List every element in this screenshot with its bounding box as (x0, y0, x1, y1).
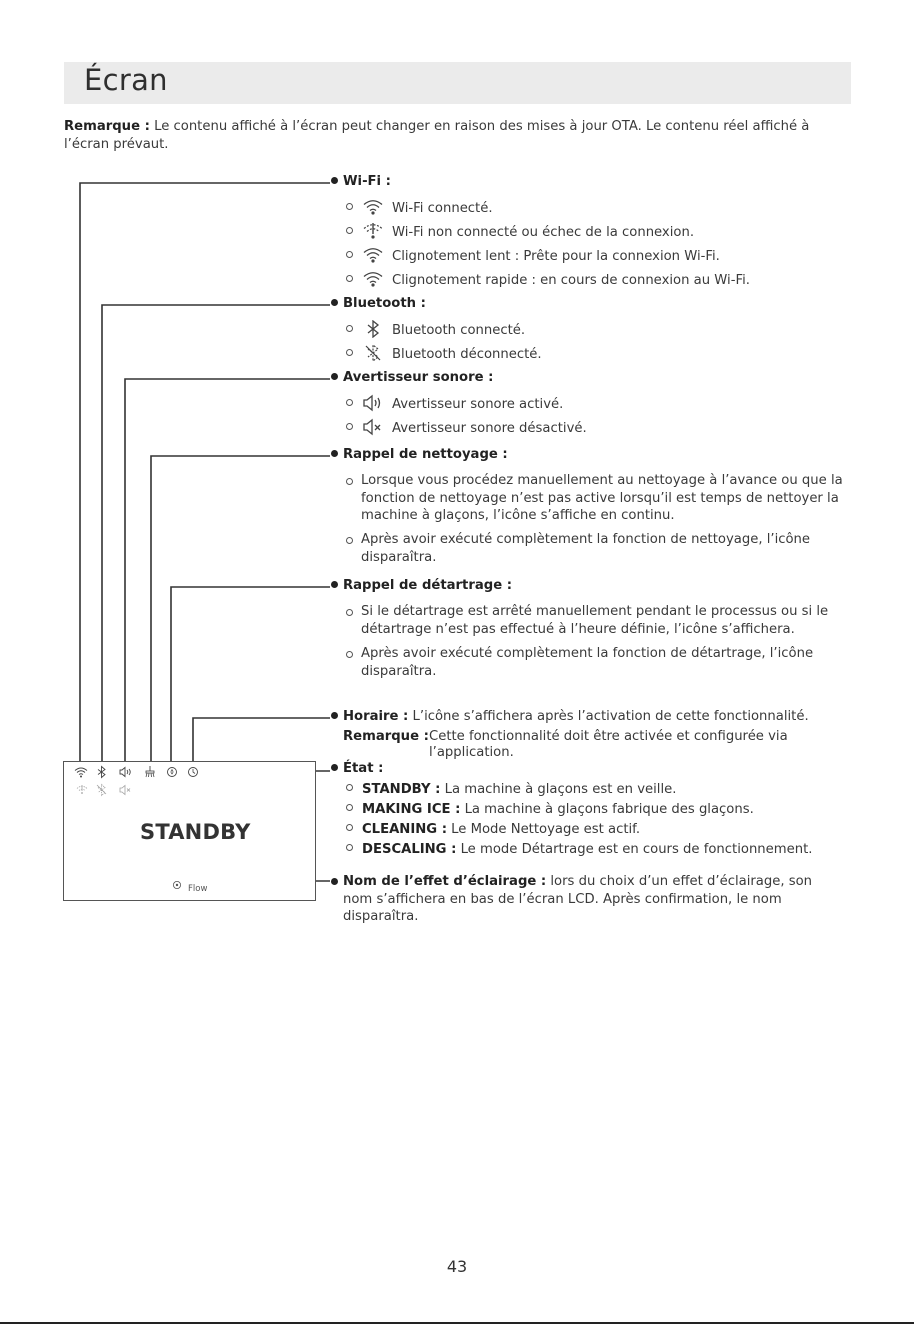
display-speaker-icon (120, 768, 130, 777)
bullet-circle (346, 651, 353, 658)
schedule-note-label: Remarque : (343, 729, 429, 744)
list-item (346, 246, 720, 264)
bullet-circle (346, 275, 353, 282)
state-text: La machine à glaçons fabrique des glaçons. (460, 802, 754, 817)
bullet-circle (346, 349, 353, 356)
display-descaling-icon (168, 768, 177, 777)
bullet-circle (346, 609, 353, 616)
state-label: CLEANING : (362, 822, 447, 837)
display-effect-name: Flow (188, 884, 208, 894)
list-item (346, 270, 750, 288)
list-item (346, 222, 694, 240)
speaker-on-icon (362, 394, 384, 412)
bullet-circle (346, 478, 353, 485)
flow-effect-icon (173, 881, 180, 888)
speaker-mute-icon (362, 418, 384, 436)
display-bluetooth-off-icon (97, 785, 106, 796)
bullet-dot (331, 581, 338, 588)
bullet-circle (346, 399, 353, 406)
bullet-dot (331, 373, 338, 380)
display-wifi-icon (75, 768, 87, 778)
display-cleaning-icon (146, 766, 154, 777)
display-bluetooth-icon (98, 767, 105, 778)
list-item-text: Clignotement rapide : en cours de connexion au Wi-Fi. (392, 273, 750, 288)
list-item (346, 842, 812, 857)
bluetooth-header: Bluetooth : (343, 296, 426, 311)
descaling-header: Rappel de détartrage : (343, 578, 513, 593)
buzzer-header: Avertisseur sonore : (343, 370, 494, 385)
bullet-circle (346, 537, 353, 544)
lighting-text: lors du choix d’un effet d’éclairage, son nom s’affichera en bas de l’écran LCD. Après confirmation, le nom disparaîtra. (343, 874, 813, 924)
page-title: Écran (84, 63, 168, 97)
state-text: Le Mode Nettoyage est actif. (446, 822, 641, 837)
state-label: MAKING ICE : (362, 802, 461, 817)
schedule-text: L’icône s’affichera après l’activation de cette fonctionnalité. (408, 709, 809, 724)
bullet-dot (331, 712, 338, 719)
list-item (346, 822, 640, 837)
lcd-display (63, 761, 316, 901)
state-label: STANDBY : (362, 782, 441, 797)
list-item-text: Wi-Fi connecté. (392, 201, 493, 216)
list-item (346, 802, 754, 817)
list-item-text: Bluetooth connecté. (392, 323, 526, 338)
page-number: 43 (446, 1257, 468, 1276)
display-clock-icon (189, 768, 198, 777)
bullet-dot (331, 299, 338, 306)
bullet-circle (346, 844, 353, 851)
wifi-icon (362, 270, 384, 288)
list-item-text: Clignotement lent : Prête pour la connexion Wi-Fi. (392, 249, 720, 264)
intro-note-text: Le contenu affiché à l’écran peut changer en raison des mises à jour OTA. Le contenu réel affiché à l’écran prévaut. (64, 119, 810, 152)
bullet-dot (331, 878, 338, 885)
list-item-text: Lorsque vous procédez manuellement au nettoyage à l’avance ou que la fonction de nettoyage n’est pas active lorsqu’il est temps de nettoyer la machine à glaçons, l’icône s’affiche en continu. (361, 473, 843, 523)
bullet-circle (346, 203, 353, 210)
lighting-paragraph (343, 873, 841, 926)
wifi-off-icon (362, 222, 384, 240)
bluetooth-icon (362, 320, 384, 338)
wifi-icon (362, 198, 384, 216)
list-item-text: Après avoir exécuté complètement la fonction de détartrage, l’icône disparaîtra. (361, 646, 814, 679)
list-item-text: Avertisseur sonore activé. (392, 397, 564, 412)
state-text: Le mode Détartrage est en cours de fonctionnement. (456, 842, 813, 857)
list-item (346, 394, 563, 412)
cleaning-header: Rappel de nettoyage : (343, 447, 508, 462)
display-state-text: STANDBY (140, 820, 251, 844)
bullet-circle (346, 251, 353, 258)
display-speaker-mute-icon (120, 786, 130, 795)
lighting-header: Nom de l’effet d’éclairage : (343, 874, 547, 889)
state-text: La machine à glaçons est en veille. (440, 782, 677, 797)
wifi-icon (362, 246, 384, 264)
schedule-note-text: Cette fonctionnalité doit être activée et configurée via l’application. (429, 729, 788, 760)
bullet-dot (331, 450, 338, 457)
bullet-circle (346, 804, 353, 811)
state-label: DESCALING : (362, 842, 457, 857)
bullet-circle (346, 784, 353, 791)
bullet-circle (346, 423, 353, 430)
bluetooth-off-icon (362, 344, 384, 362)
list-item-text: Si le détartrage est arrêté manuellement pendant le processus ou si le détartrage n’est pas effectué à l’heure définie, l’icône s’affichera. (361, 604, 829, 637)
list-item-text: Avertisseur sonore désactivé. (392, 421, 587, 436)
list-item (346, 320, 525, 338)
schedule-header: Horaire : (343, 709, 409, 724)
wifi-header: Wi-Fi : (343, 174, 391, 189)
list-item-text: Après avoir exécuté complètement la fonction de nettoyage, l’icône disparaîtra. (361, 532, 811, 565)
bullet-circle (346, 325, 353, 332)
list-item-text: Bluetooth déconnecté. (392, 347, 542, 362)
state-header: État : (343, 761, 384, 776)
bullet-dot (331, 177, 338, 184)
list-item (346, 782, 676, 797)
intro-note-label: Remarque : (64, 119, 150, 134)
list-item (346, 198, 493, 216)
list-item (346, 344, 542, 362)
display-wifi-off-icon (77, 785, 87, 794)
bullet-dot (331, 764, 338, 771)
bullet-circle (346, 227, 353, 234)
list-item-text: Wi-Fi non connecté ou échec de la connexion. (392, 225, 695, 240)
bullet-circle (346, 824, 353, 831)
list-item (346, 418, 587, 436)
